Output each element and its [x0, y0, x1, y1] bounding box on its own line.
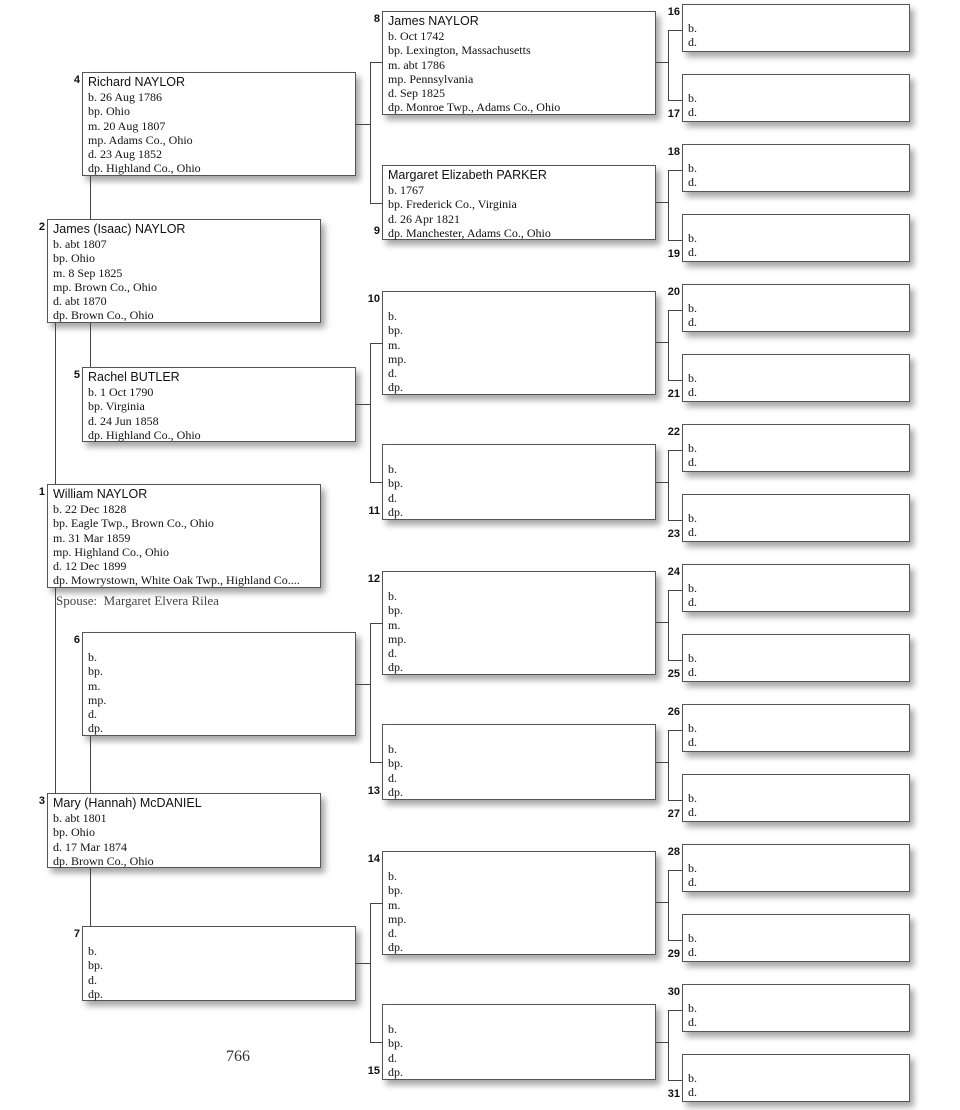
connector-line — [668, 170, 682, 171]
person-number: 7 — [73, 928, 80, 940]
connector-line — [668, 1080, 682, 1081]
person-detail: d. — [688, 665, 697, 680]
person-detail: b. — [388, 309, 397, 323]
person-number: 30 — [667, 986, 680, 998]
person-detail: b. — [688, 161, 697, 175]
person-detail: d. — [688, 525, 697, 540]
person-box-7[interactable] — [82, 926, 356, 1001]
person-detail: b. 22 Dec 1828 — [53, 502, 127, 516]
connector-line — [668, 450, 669, 520]
person-detail: mp. — [88, 692, 107, 707]
connector-line — [656, 202, 668, 203]
connector-line — [668, 520, 682, 521]
person-detail: d. — [688, 175, 697, 190]
person-number: 5 — [73, 369, 80, 381]
person-detail: d. 12 Dec 1899 — [53, 559, 127, 574]
person-detail: d. abt 1870 — [53, 294, 107, 309]
connector-line — [90, 736, 91, 793]
person-number: 11 — [368, 505, 380, 517]
person-detail: mp. Brown Co., Ohio — [53, 279, 158, 294]
person-detail: bp. Eagle Twp., Brown Co., Ohio — [53, 516, 214, 531]
person-box-25[interactable] — [682, 634, 910, 682]
person-detail: b. — [688, 301, 697, 315]
person-detail: b. — [88, 944, 97, 958]
person-detail: bp. Virginia — [88, 399, 145, 414]
person-box-21[interactable] — [682, 354, 910, 402]
connector-line — [370, 903, 371, 1042]
person-detail: b. — [688, 21, 697, 35]
connector-line — [668, 870, 682, 871]
connector-line — [370, 343, 382, 344]
person-detail: b. — [688, 721, 697, 735]
connector-line — [668, 100, 682, 101]
person-box-27[interactable] — [682, 774, 910, 822]
person-detail: dp. Monroe Twp., Adams Co., Ohio — [388, 100, 561, 115]
connector-line — [668, 450, 682, 451]
connector-line — [656, 762, 668, 763]
person-box-15[interactable] — [382, 1004, 656, 1080]
person-detail: b. — [688, 231, 697, 245]
person-detail: b. — [688, 1071, 697, 1085]
person-detail: m. — [388, 617, 401, 632]
person-detail: m. — [88, 678, 101, 693]
person-detail: b. — [688, 861, 697, 875]
connector-line — [668, 240, 682, 241]
person-number: 23 — [667, 528, 680, 540]
person-number: 25 — [667, 668, 680, 680]
person-name — [388, 853, 655, 869]
person-number: 4 — [73, 74, 80, 86]
person-detail: b. — [688, 1001, 697, 1015]
connector-line — [656, 1042, 668, 1043]
page-number: 766 — [226, 1048, 250, 1065]
person-number: 19 — [667, 248, 680, 260]
person-detail: b. — [688, 371, 697, 385]
connector-line — [370, 762, 382, 763]
person-number: 17 — [667, 108, 680, 120]
person-detail: d. — [688, 385, 697, 400]
connector-line — [370, 903, 382, 904]
connector-line — [370, 623, 371, 762]
connector-line — [668, 940, 682, 941]
person-detail: m. — [388, 337, 401, 352]
connector-line — [668, 870, 669, 940]
person-name: Richard NAYLOR — [88, 75, 186, 89]
connector-line — [356, 124, 370, 125]
connector-line — [668, 170, 669, 240]
person-detail: d. Sep 1825 — [388, 86, 445, 101]
person-number: 27 — [667, 808, 680, 820]
spouse-line — [56, 593, 219, 609]
connector-line — [55, 588, 56, 793]
person-detail: b. — [388, 869, 397, 883]
person-detail: dp. — [388, 940, 403, 955]
person-detail: b. 26 Aug 1786 — [88, 90, 163, 104]
connector-line — [370, 623, 382, 624]
person-name: Rachel BUTLER — [88, 370, 180, 384]
person-box-23[interactable] — [682, 494, 910, 542]
person-detail: bp. Ohio — [88, 104, 130, 119]
person-detail: m. 8 Sep 1825 — [53, 265, 123, 280]
person-number: 29 — [667, 948, 680, 960]
person-box-22[interactable] — [682, 424, 910, 472]
person-name — [88, 634, 355, 650]
person-box-19[interactable] — [682, 214, 910, 262]
person-detail: dp. Manchester, Adams Co., Ohio — [388, 225, 551, 240]
person-detail: b. — [388, 1022, 397, 1036]
person-box-24[interactable] — [682, 564, 910, 612]
person-detail: bp. — [388, 476, 403, 491]
person-detail: bp. — [388, 1036, 403, 1051]
person-box-12[interactable] — [382, 571, 656, 675]
person-box-16[interactable] — [682, 4, 910, 52]
person-number: 8 — [373, 13, 380, 25]
person-detail: mp. — [388, 631, 407, 646]
person-number: 15 — [367, 1065, 380, 1077]
connector-line — [668, 590, 669, 660]
person-box-18[interactable] — [682, 144, 910, 192]
connector-line — [668, 30, 682, 31]
person-detail: bp. — [388, 883, 403, 898]
person-number: 3 — [38, 795, 45, 807]
connector-line — [356, 404, 370, 405]
connector-line — [668, 310, 669, 380]
person-detail: d. — [388, 926, 397, 941]
person-number: 22 — [667, 426, 680, 438]
person-detail: dp. — [388, 1064, 403, 1079]
person-detail: dp. — [388, 504, 403, 519]
connector-line — [55, 323, 56, 484]
person-number: 31 — [667, 1088, 680, 1100]
person-detail: bp. Ohio — [53, 251, 95, 266]
person-box-14[interactable] — [382, 851, 656, 955]
person-number: 18 — [667, 146, 680, 158]
connector-line — [90, 323, 91, 367]
person-name — [388, 1006, 655, 1022]
person-detail: d. — [388, 1050, 397, 1065]
person-detail: b. — [388, 589, 397, 603]
person-box-17[interactable] — [682, 74, 910, 122]
person-detail: mp. — [388, 351, 407, 366]
person-box-10[interactable] — [382, 291, 656, 395]
person-box-31[interactable] — [682, 1054, 910, 1102]
person-number: 26 — [667, 706, 680, 718]
person-box-2[interactable] — [47, 219, 321, 323]
person-detail: mp. — [388, 911, 407, 926]
person-detail: dp. Brown Co., Ohio — [53, 853, 154, 868]
connector-line — [668, 730, 669, 800]
person-detail: bp. Ohio — [53, 825, 95, 840]
person-box-13[interactable] — [382, 724, 656, 800]
person-box-26[interactable] — [682, 704, 910, 752]
person-box-4[interactable] — [82, 72, 356, 176]
person-detail: d. 24 Jun 1858 — [88, 413, 159, 428]
person-name — [388, 573, 655, 589]
person-name — [388, 726, 655, 742]
person-detail: b. — [688, 651, 697, 665]
person-detail: bp. — [88, 958, 103, 973]
person-detail: d. — [688, 735, 697, 750]
person-detail: d. — [688, 455, 697, 470]
person-detail: d. — [388, 366, 397, 381]
person-detail: b. abt 1801 — [53, 811, 107, 825]
person-number: 9 — [373, 225, 380, 237]
person-detail: d. — [388, 770, 397, 785]
person-name: Margaret Elizabeth PARKER — [388, 168, 547, 182]
person-detail: dp. Highland Co., Ohio — [88, 427, 201, 442]
person-detail: bp. — [388, 756, 403, 771]
connector-line — [656, 622, 668, 623]
person-detail: d. — [688, 875, 697, 890]
person-box-11[interactable] — [382, 444, 656, 520]
connector-line — [370, 1042, 382, 1043]
person-detail: bp. — [88, 664, 103, 679]
person-detail: m. — [388, 897, 401, 912]
person-detail: dp. Brown Co., Ohio — [53, 308, 154, 323]
connector-line — [656, 482, 668, 483]
person-number: 6 — [73, 634, 80, 646]
person-detail: bp. Lexington, Massachusetts — [388, 43, 531, 58]
connector-line — [668, 310, 682, 311]
connector-line — [668, 800, 682, 801]
person-detail: mp. Pennsylvania — [388, 71, 474, 86]
person-number: 1 — [38, 486, 45, 498]
connector-line — [668, 660, 682, 661]
person-detail: dp. — [388, 784, 403, 799]
person-box-8[interactable] — [382, 11, 656, 115]
person-number: 2 — [38, 221, 45, 233]
person-box-9[interactable] — [382, 165, 656, 240]
person-detail: d. — [688, 105, 697, 120]
person-name: William NAYLOR — [53, 487, 148, 501]
person-detail: m. abt 1786 — [388, 57, 445, 72]
person-number: 10 — [367, 293, 380, 305]
spouse-label: Spouse: — [56, 593, 98, 608]
person-box-30[interactable] — [682, 984, 910, 1032]
person-detail: d. 17 Mar 1874 — [53, 839, 127, 854]
connector-line — [370, 343, 371, 482]
person-box-20[interactable] — [682, 284, 910, 332]
connector-line — [668, 730, 682, 731]
person-detail: b. — [688, 511, 697, 525]
person-detail: d. — [688, 595, 697, 610]
person-detail: b. — [388, 462, 397, 476]
connector-line — [370, 62, 382, 63]
person-name: James (Isaac) NAYLOR — [53, 222, 186, 236]
connector-line — [90, 868, 91, 926]
person-number: 20 — [667, 286, 680, 298]
connector-line — [90, 176, 91, 219]
person-box-1[interactable] — [47, 484, 321, 588]
person-name: Mary (Hannah) McDANIEL — [53, 796, 202, 810]
person-number: 13 — [367, 785, 380, 797]
person-number: 16 — [667, 6, 680, 18]
person-detail: m. 31 Mar 1859 — [53, 530, 131, 545]
person-box-5[interactable] — [82, 367, 356, 442]
person-detail: m. 20 Aug 1807 — [88, 118, 166, 133]
person-number: 24 — [667, 566, 680, 578]
person-detail: d. — [688, 245, 697, 260]
connector-line — [668, 1010, 669, 1080]
person-detail: d. — [688, 805, 697, 820]
spouse-name: Margaret Elvera Rilea — [103, 593, 219, 608]
connector-line — [656, 342, 668, 343]
connector-line — [370, 482, 382, 483]
connector-line — [668, 1010, 682, 1011]
person-detail: b. 1 Oct 1790 — [88, 385, 154, 399]
person-detail: dp. Mowrystown, White Oak Twp., Highland Co.... — [53, 573, 300, 588]
person-detail: b. — [688, 91, 697, 105]
person-detail: d. — [688, 35, 697, 50]
connector-line — [370, 203, 382, 204]
person-detail: b. abt 1807 — [53, 237, 107, 251]
person-number: 14 — [367, 853, 380, 865]
person-detail: b. — [688, 441, 697, 455]
person-detail: d. 23 Aug 1852 — [88, 147, 163, 162]
person-detail: b. — [88, 650, 97, 664]
person-detail: d. — [688, 945, 697, 960]
connector-line — [356, 684, 370, 685]
person-detail: d. — [388, 490, 397, 505]
person-detail: d. — [688, 315, 697, 330]
person-detail: b. Oct 1742 — [388, 29, 445, 43]
person-detail: d. — [88, 972, 97, 987]
person-detail: d. — [388, 646, 397, 661]
person-detail: dp. — [88, 986, 103, 1001]
person-name — [388, 293, 655, 309]
person-detail: d. 26 Apr 1821 — [388, 211, 460, 226]
person-detail: b. — [688, 581, 697, 595]
person-detail: dp. — [388, 380, 403, 395]
person-detail: bp. — [388, 323, 403, 338]
connector-line — [370, 62, 371, 203]
person-detail: b. 1767 — [388, 183, 424, 197]
person-detail: b. — [388, 742, 397, 756]
person-detail: d. — [688, 1085, 697, 1100]
person-detail: dp. Highland Co., Ohio — [88, 161, 201, 176]
person-name: James NAYLOR — [388, 14, 479, 28]
person-name — [388, 446, 655, 462]
person-detail: bp. — [388, 603, 403, 618]
person-number: 12 — [367, 573, 380, 585]
person-detail: d. — [88, 707, 97, 722]
connector-line — [668, 380, 682, 381]
person-box-6[interactable] — [82, 632, 356, 736]
connector-line — [656, 902, 668, 903]
person-number: 21 — [667, 388, 680, 400]
person-detail: bp. Frederick Co., Virginia — [388, 197, 517, 212]
person-detail: dp. — [388, 660, 403, 675]
person-detail: b. — [688, 791, 697, 805]
person-number: 28 — [667, 846, 680, 858]
connector-line — [668, 30, 669, 100]
connector-line — [656, 62, 668, 63]
connector-line — [356, 963, 370, 964]
person-detail: b. — [688, 931, 697, 945]
person-detail: dp. — [88, 721, 103, 736]
person-box-3[interactable] — [47, 793, 321, 868]
person-name — [88, 928, 355, 944]
person-detail: mp. Highland Co., Ohio — [53, 544, 169, 559]
person-detail: d. — [688, 1015, 697, 1030]
connector-line — [668, 590, 682, 591]
person-detail: mp. Adams Co., Ohio — [88, 132, 193, 147]
person-box-29[interactable] — [682, 914, 910, 962]
person-box-28[interactable] — [682, 844, 910, 892]
